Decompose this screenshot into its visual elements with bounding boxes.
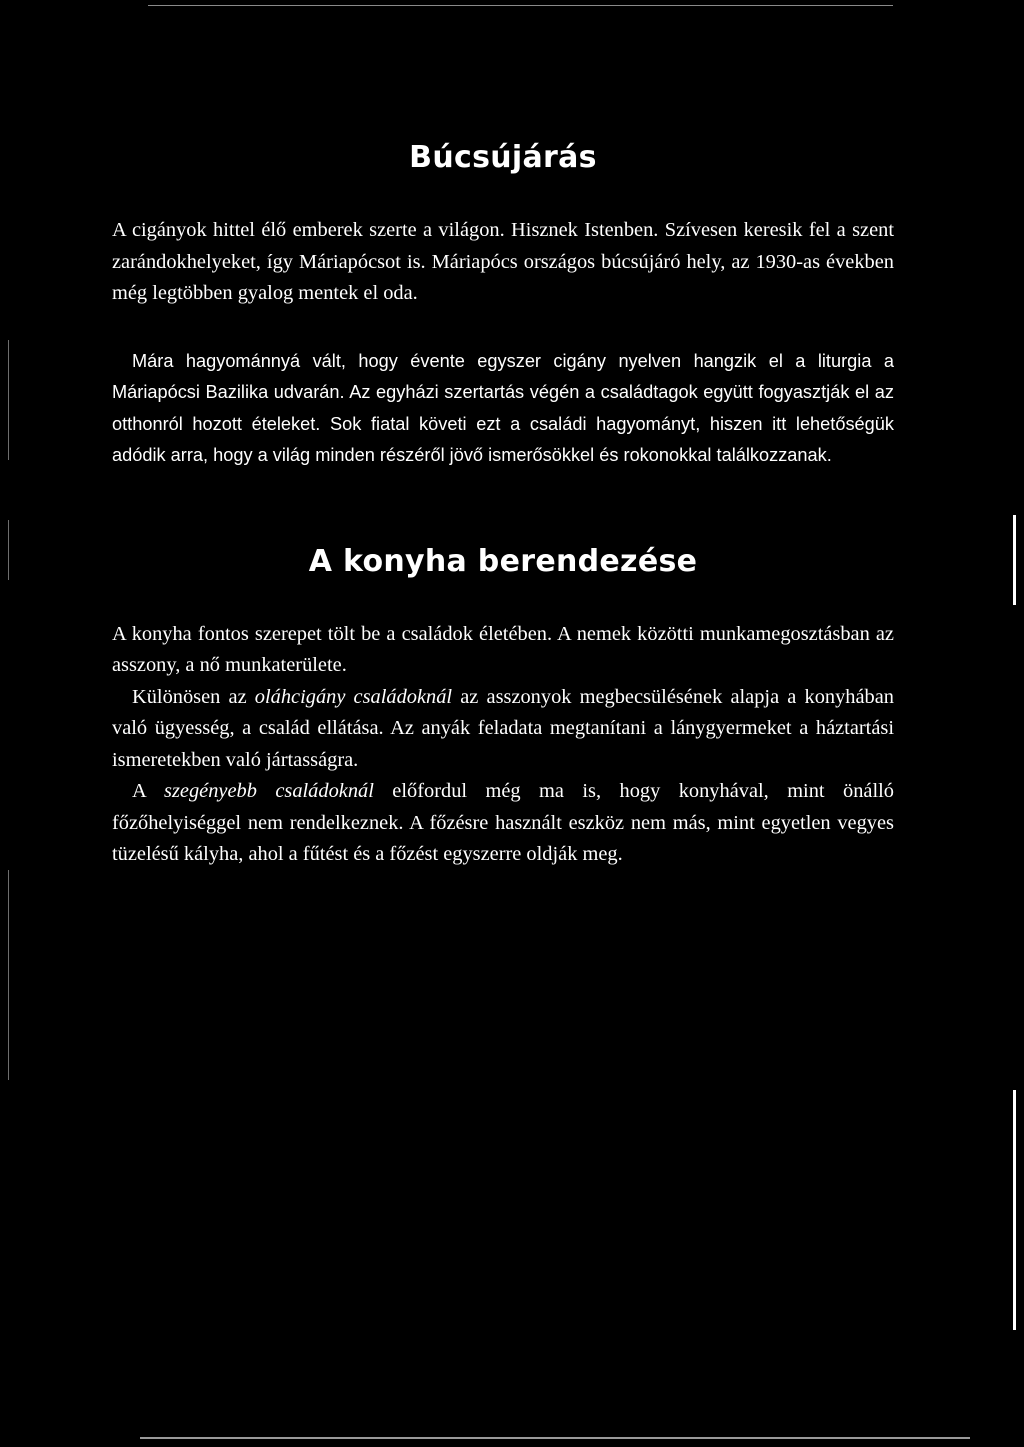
- text-segment: Különösen az: [132, 685, 255, 708]
- left-scan-edge-line: [8, 520, 9, 580]
- section-title-kitchen: A konyha berendezése: [308, 543, 698, 579]
- paragraph-poorer-families: [112, 776, 894, 871]
- emphasized-term: oláhcigány családoknál: [254, 685, 453, 708]
- document-page: [112, 140, 894, 871]
- text-segment: az asszonyok megbecsülésének alapja a konyhában való ügyesség, a család ellátása. Az anyák feladata megtanítani a lánygyermeket a háztartási ismeretekben való jártasságra.: [112, 685, 894, 771]
- right-scan-edge-line: [1013, 1090, 1016, 1330]
- bottom-border-line: [140, 1437, 970, 1439]
- paragraph-olah-families: [112, 682, 894, 777]
- text-segment: előfordul még ma is, hogy konyhával, mint önálló főzőhelyiséggel nem rendelkeznek. A főzésre használt eszköz nem más, mint egyetlen vegyes tüzelésű kályha, ahol a fűtést és a főzést egyszerre oldják meg.: [112, 780, 894, 865]
- paragraph-liturgy: Mára hagyománnyá vált, hogy évente egyszer cigány nyelven hangzik el a liturgia a Máriapócsi Bazilika udvarán. Az egyházi szertartás végén a családtagok együtt fogyasztják el az otthonról hozott ételeket. Sok fiatal követi ezt a családi hagyományt, hiszen itt lehetőségük adódik arra, hogy a világ minden részéről jövő ismerősökkel és rokonokkal találkozzanak.: [112, 350, 894, 465]
- left-scan-edge-line: [8, 870, 9, 1080]
- left-scan-edge-line: [8, 340, 9, 460]
- right-scan-edge-line: [1013, 515, 1016, 605]
- emphasized-term: szegényebb családoknál: [164, 780, 374, 802]
- top-border-line: [148, 5, 893, 6]
- paragraph-kitchen-role: A konyha fontos szerepet tölt be a családok életében. A nemek közötti munkamegosztásban az asszony, a nő munkaterülete.: [112, 622, 894, 676]
- paragraph-believers: A cigányok hittel élő emberek szerte a világon. Hisznek Istenben. Szívesen keresik fel a szent zarándokhelyeket, így Máriapócsot is. Máriapócs országos búcsújáró hely, az 1930-as években még legtöbben gyalog mentek el oda.: [112, 219, 894, 304]
- text-segment: A: [132, 780, 165, 802]
- section-title-bucsujaras: Búcsújárás: [409, 140, 597, 175]
